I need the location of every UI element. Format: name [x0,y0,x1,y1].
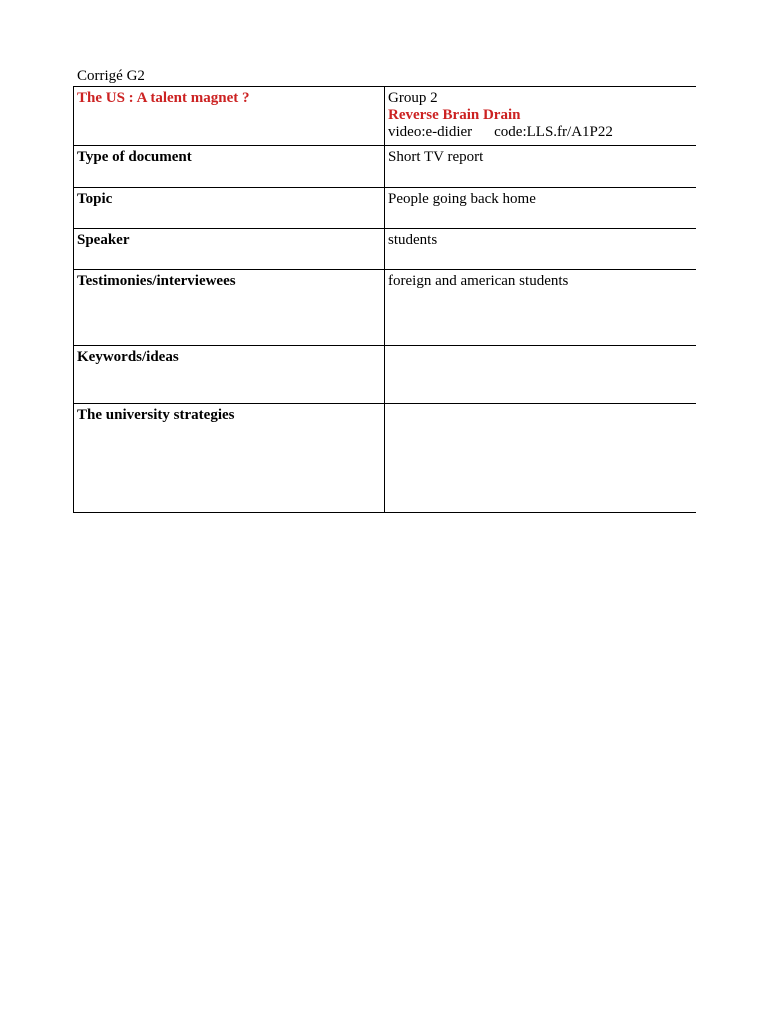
row-value-topic: People going back home [385,188,696,229]
row-label-keywords: Keywords/ideas [74,346,385,404]
table-row [74,404,696,513]
row-label-speaker: Speaker [74,229,385,270]
table-row-header [74,87,696,146]
row-value-speaker: students [385,229,696,270]
document-heading: Corrigé G2 [77,68,145,84]
table-row [74,146,696,188]
row-label-university-strategies: The university strategies [74,404,385,513]
row-label-testimonies: Testimonies/interviewees [74,270,385,346]
row-value-testimonies: foreign and american students [385,270,696,346]
worksheet-table [73,86,696,513]
group-info-cell [385,87,696,146]
table-row [74,229,696,270]
table-row [74,346,696,404]
row-value-university-strategies [385,404,696,513]
title-cell: The US : A talent magnet ? [74,87,385,146]
table-row [74,188,696,229]
group-label: Group 2 [388,90,438,106]
video-code: code:LLS.fr/A1P22 [494,124,613,140]
row-value-keywords [385,346,696,404]
row-value-type-of-document: Short TV report [385,146,696,188]
video-title: Reverse Brain Drain [388,107,521,123]
video-source: video:e-didier [388,124,473,140]
video-reference [388,124,692,141]
row-label-topic: Topic [74,188,385,229]
row-label-type-of-document: Type of document [74,146,385,188]
table-row [74,270,696,346]
